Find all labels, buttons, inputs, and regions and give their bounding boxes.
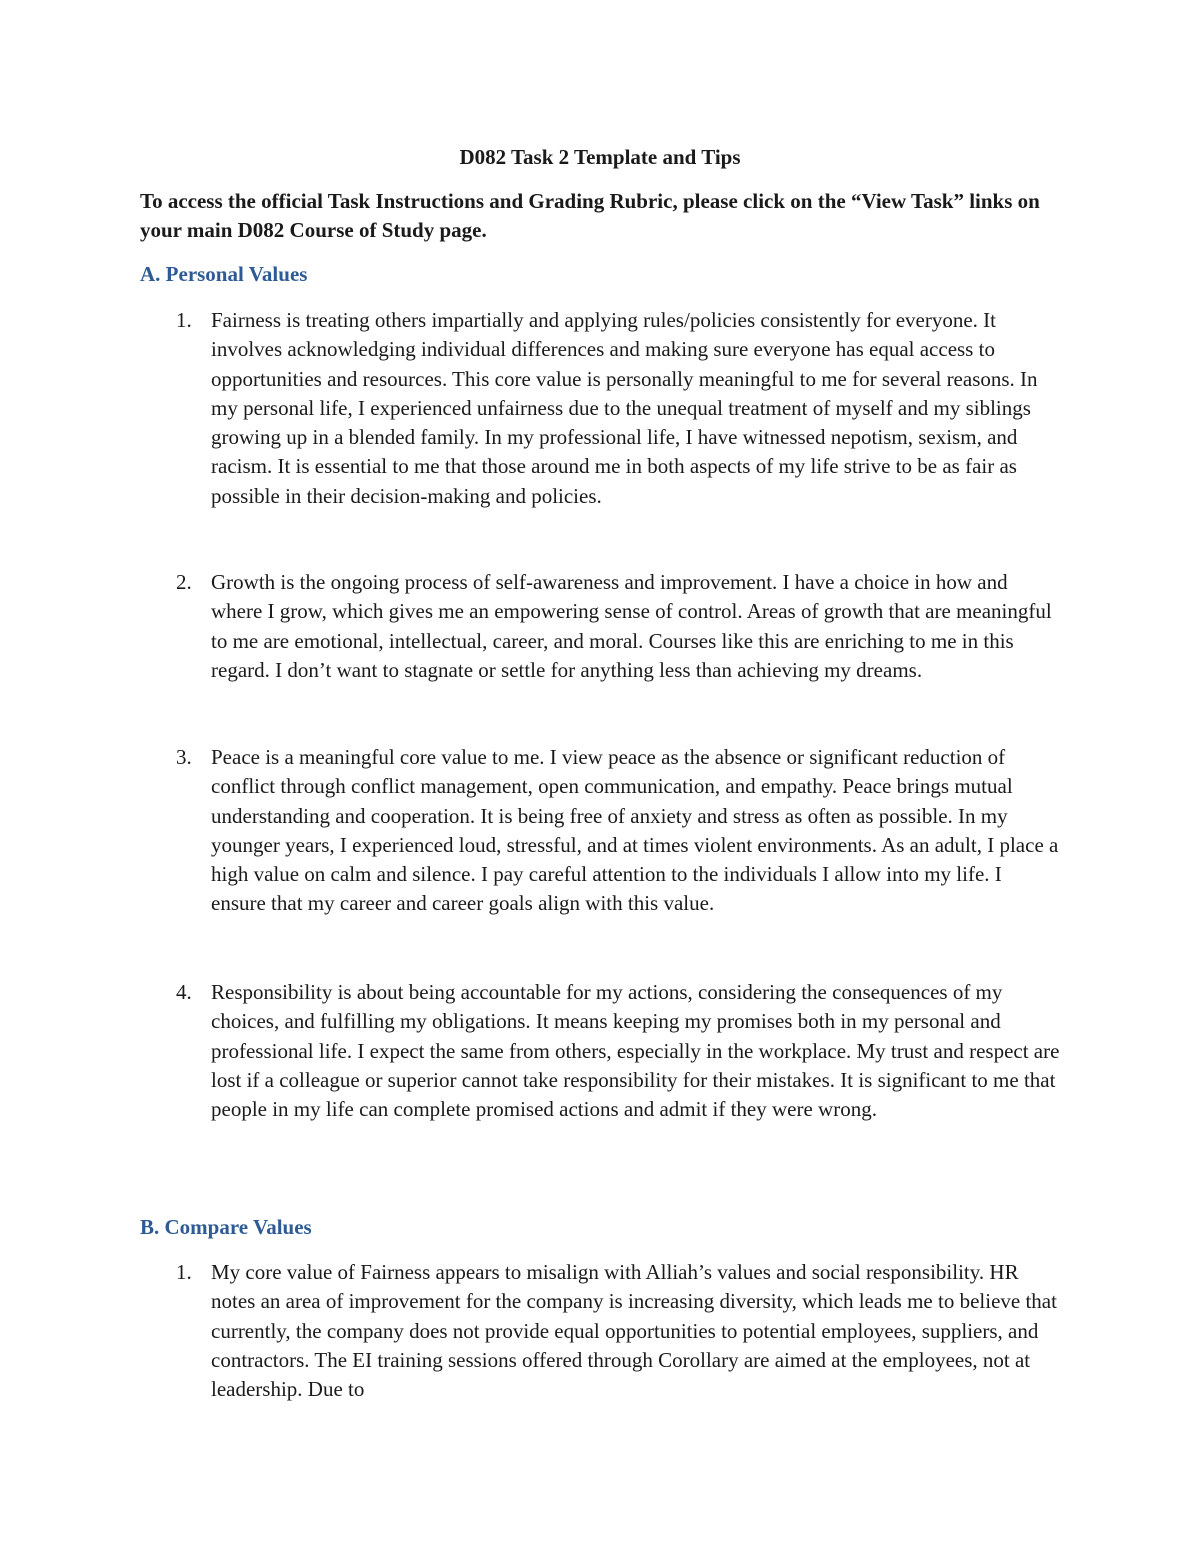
section-heading-compare-values: B. Compare Values — [140, 1215, 312, 1239]
list-item-text: Responsibility is about being accountable for my actions, considering the consequences of my choices, and fulfilling my obligations. It means keeping my promises both in my personal and professional life. I expect the same from others, especially in the workplace. My trust and respect are lost if a colleague or superior cannot take responsibility for their mistakes. It is significant to me that people in my life can complete promised actions and admit if they were wrong. — [211, 980, 1060, 1122]
list-item-text: Peace is a meaningful core value to me. I view peace as the absence or significant reduction of conflict through conflict management, open communication, and empathy. Peace brings mutual understanding and cooperation. It is being free of anxiety and stress as often as possible. In my younger years, I experienced loud, stressful, and at times violent environments. As an adult, I place a high value on calm and silence. I pay careful attention to the individuals I allow into my life. I ensure that my career and career goals align with this value. — [211, 745, 1059, 916]
list-item-number: 3. — [176, 745, 192, 769]
list-item-number: 2. — [176, 570, 192, 594]
list-item-number: 1. — [176, 1260, 192, 1284]
list-item-text: Fairness is treating others impartially and applying rules/policies consistently for everyone. It involves acknowledging individual differences and making sure everyone has equal access to opportunities and resources. This core value is personally meaningful to me for several reasons. In my personal life, I experienced unfairness due to the unequal treatment of myself and my siblings growing up in a blended family. In my professional life, I have witnessed nepotism, sexism, and racism. It is essential to me that those around me in both aspects of my life strive to be as fair as possible in their decision-making and policies. — [211, 308, 1038, 508]
document-title: D082 Task 2 Template and Tips — [459, 145, 741, 169]
list-item-number: 1. — [176, 308, 192, 332]
list-item-number: 4. — [176, 980, 192, 1004]
section-heading-personal-values: A. Personal Values — [140, 262, 308, 286]
list-item-text: My core value of Fairness appears to misalign with Alliah’s values and social responsibility. HR notes an area of improvement for the company is increasing diversity, which leads me to believe that currently, the company does not provide equal opportunities to potential employees, suppliers, and contractors. The EI training sessions offered through Corollary are aimed at the employees, not at leadership. Due to — [211, 1260, 1057, 1402]
intro-paragraph: To access the official Task Instructions and Grading Rubric, please click on the “View Task” links on your main D082 Course of Study page. — [140, 189, 1040, 242]
list-item-text: Growth is the ongoing process of self-awareness and improvement. I have a choice in how and where I grow, which gives me an empowering sense of control. Areas of growth that are meaningful to me are emotional, intellectual, career, and moral. Courses like this are enriching to me in this regard. I don’t want to stagnate or settle for anything less than achieving my dreams. — [211, 570, 1052, 682]
